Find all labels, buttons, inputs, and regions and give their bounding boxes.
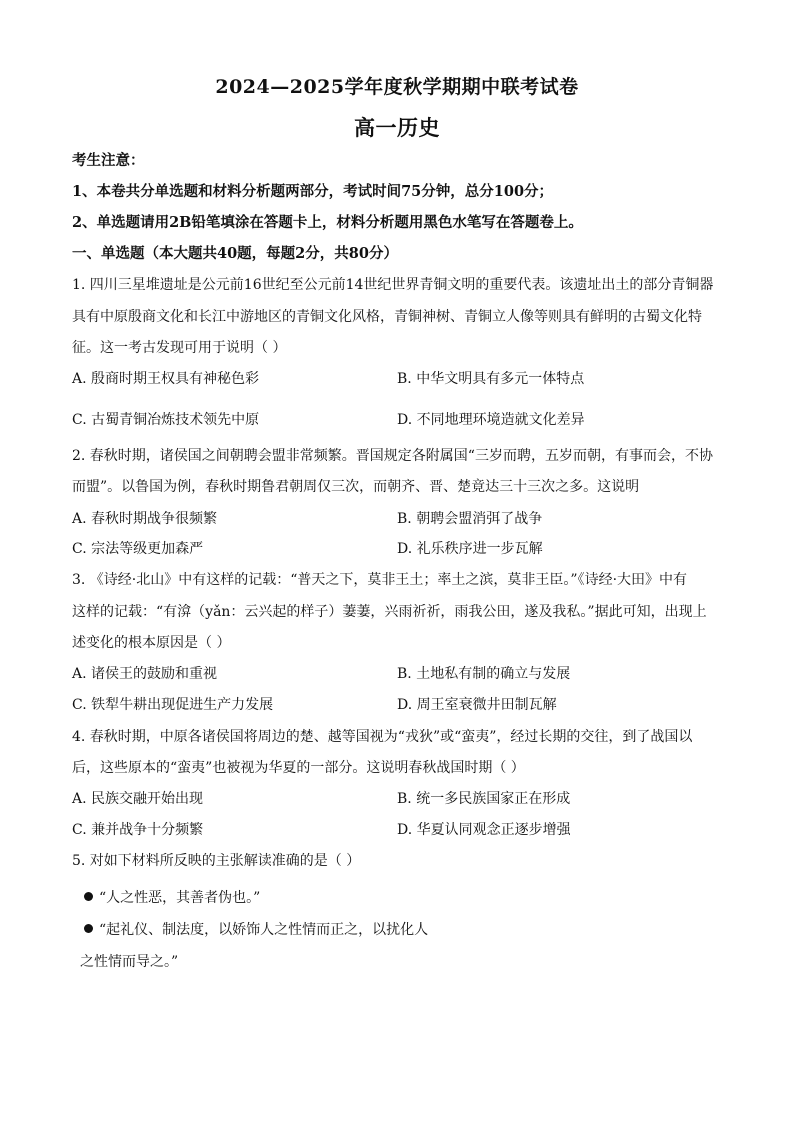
material-item-1 <box>84 889 260 907</box>
notice-heading: 考生注意： <box>72 152 145 169</box>
question-1-option-d: D. 不同地理环境造就文化差异 <box>397 412 585 428</box>
bullet-icon <box>84 924 93 933</box>
question-1-option-c: C. 古蜀青铜冶炼技术领先中原 <box>72 412 260 428</box>
question-3-option-c: C. 铁犁牛耕出现促进生产力发展 <box>72 697 274 713</box>
exam-subject: 高一历史 <box>354 115 440 140</box>
question-1-line-3: 征。这一考古发现可用于说明（ ） <box>72 340 287 356</box>
question-3-line-3: 述变化的根本原因是（ ） <box>72 635 231 651</box>
question-2-option-d: D. 礼乐秩序进一步瓦解 <box>397 541 543 557</box>
question-4-option-b: B. 统一多民族国家正在形成 <box>397 791 571 807</box>
question-4-option-d: D. 华夏认同观念正逐步增强 <box>397 822 571 838</box>
question-2-line-2: 而盟”。以鲁国为例，春秋时期鲁君朝周仅三次，而朝齐、晋、楚竟达三十三次之多。这说明 <box>72 479 640 495</box>
question-1-line-1: 1. 四川三星堆遗址是公元前16世纪至公元前14世纪世界青铜文明的重要代表。该遗址出土的部分青铜器 <box>72 277 714 293</box>
question-2-option-b: B. 朝聘会盟消弭了战争 <box>397 511 543 527</box>
question-1-line-2: 具有中原殷商文化和长江中游地区的青铜文化风格，青铜神树、青铜立人像等则具有鲜明的古蜀文化特 <box>72 309 702 325</box>
material-text-1: “人之性恶，其善者伪也。” <box>99 890 261 906</box>
material-text-2: “起礼仪、制法度，以娇饰人之性情而正之，以扰化人 <box>99 922 429 938</box>
question-4-line-1: 4. 春秋时期，中原各诸侯国将周边的楚、越等国视为“戎狄”或“蛮夷”，经过长期的交往，到了战国以 <box>72 729 693 745</box>
notice-item-1: 1、本卷共分单选题和材料分析题两部分，考试时间75分钟，总分100分； <box>72 183 554 200</box>
question-3-option-b: B. 土地私有制的确立与发展 <box>397 666 571 682</box>
exam-title: 2024—2025学年度秋学期期中联考试卷 <box>215 76 579 98</box>
question-1-option-b: B. 中华文明具有多元一体特点 <box>397 371 585 387</box>
question-2-option-a: A. 春秋时期战争很频繁 <box>72 511 218 527</box>
question-3-line-2: 这样的记载：“有渰（yǎn：云兴起的样子）萋萋，兴雨祈祈，雨我公田，遂及我私。”据此可知，出现上 <box>72 604 707 620</box>
material-item-2 <box>84 921 428 939</box>
section-heading: 一、单选题（本大题共40题，每题2分，共80分） <box>72 245 398 262</box>
question-5-line-1: 5. 对如下材料所反映的主张解读准确的是（ ） <box>72 853 361 869</box>
question-3-line-1: 3. 《诗经·北山》中有这样的记载：“普天之下，莫非王土；率土之滨，莫非王臣。”《诗经·大田》中有 <box>72 572 688 588</box>
material-text-2-continued: 之性情而导之。” <box>80 954 179 970</box>
question-1-option-a: A. 殷商时期王权具有神秘色彩 <box>72 371 260 387</box>
question-3-option-a: A. 诸侯王的鼓励和重视 <box>72 666 218 682</box>
notice-item-2: 2、单选题请用2B铅笔填涂在答题卡上，材料分析题用黑色水笔写在答题卷上。 <box>72 214 583 231</box>
question-4-line-2: 后，这些原本的“蛮夷”也被视为华夏的一部分。这说明春秋战国时期（ ） <box>72 760 525 776</box>
bullet-icon <box>84 892 93 901</box>
question-2-option-c: C. 宗法等级更加森严 <box>72 541 204 557</box>
question-3-option-d: D. 周王室衰微井田制瓦解 <box>397 697 557 713</box>
question-2-line-1: 2. 春秋时期，诸侯国之间朝聘会盟非常频繁。晋国规定各附属国“三岁而聘，五岁而朝，有事而会，不协 <box>72 448 713 464</box>
question-4-option-c: C. 兼并战争十分频繁 <box>72 822 204 838</box>
question-4-option-a: A. 民族交融开始出现 <box>72 791 204 807</box>
